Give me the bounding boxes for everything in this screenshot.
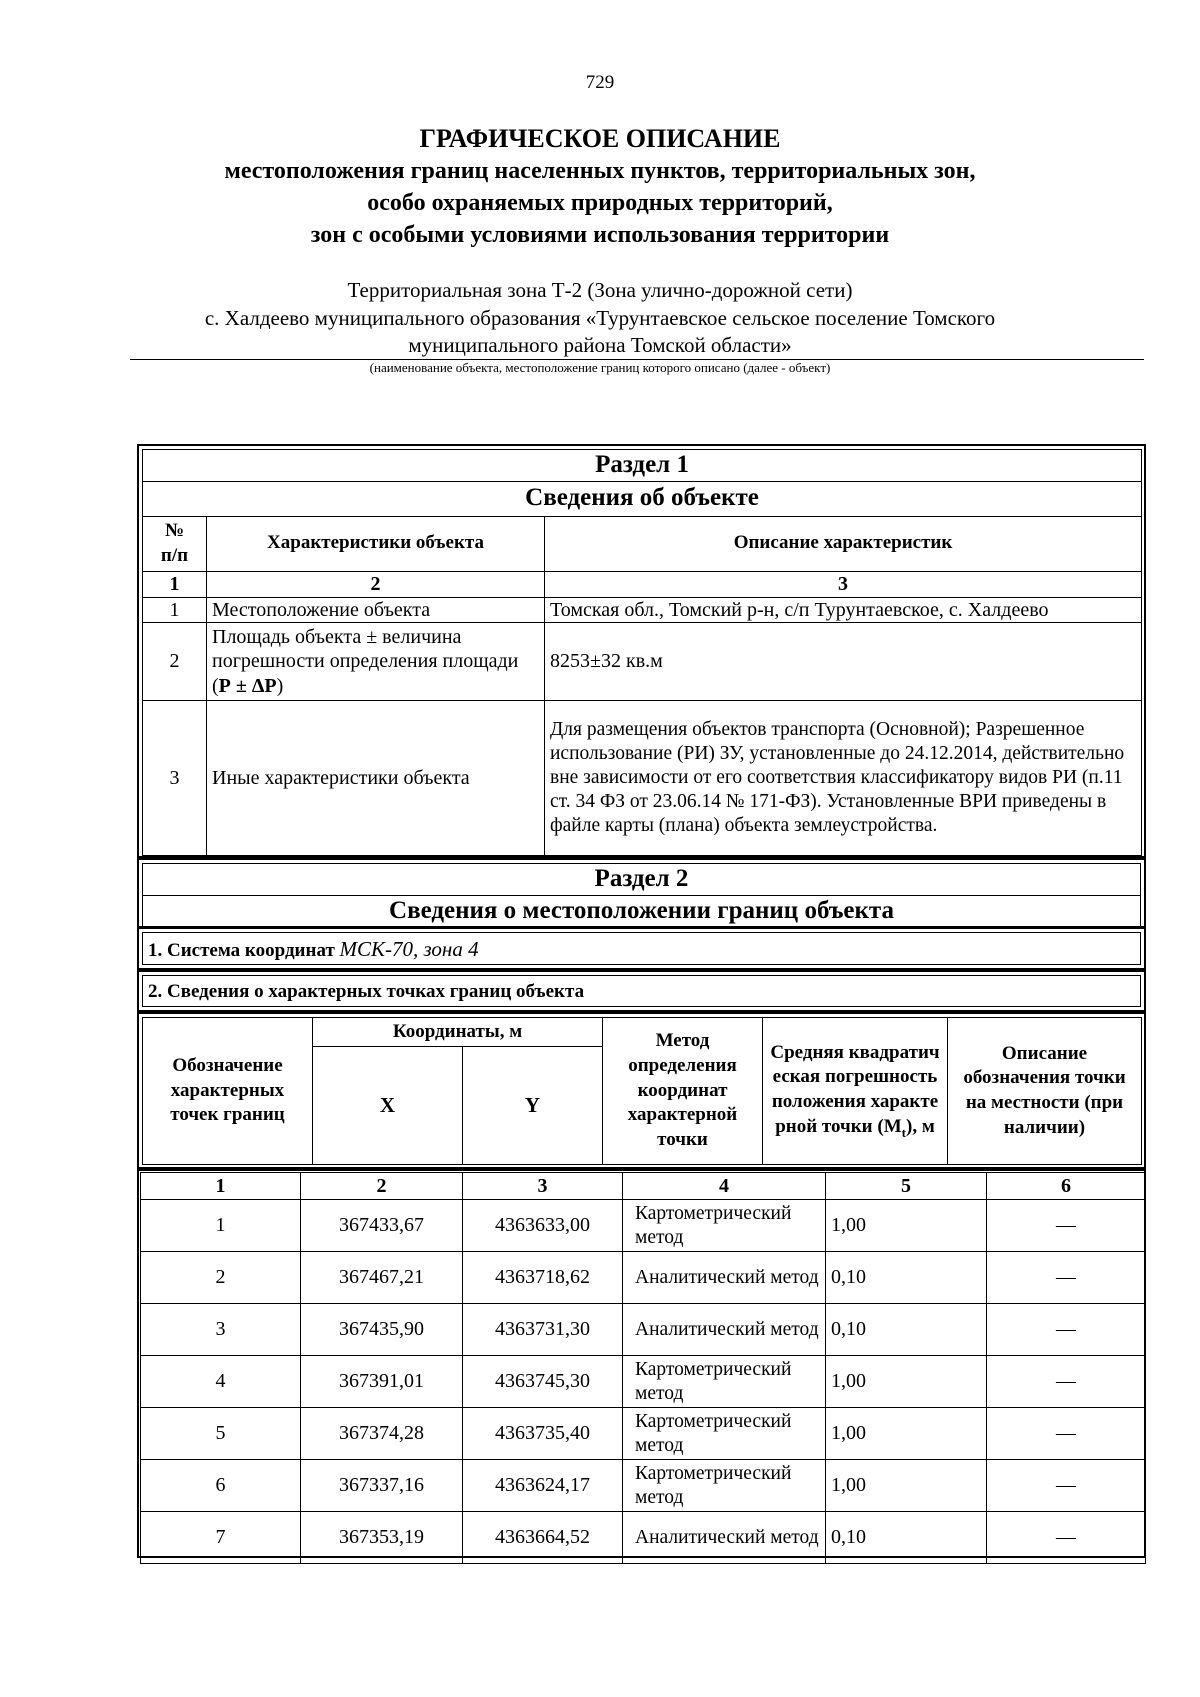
header-y: Y xyxy=(463,1047,603,1165)
header-error xyxy=(763,1018,948,1165)
point-error: 0,10 xyxy=(826,1512,987,1564)
point-error: 0,10 xyxy=(826,1252,987,1304)
point-row xyxy=(141,1512,1146,1564)
point-error: 1,00 xyxy=(826,1356,987,1408)
s1-row-description: 8253±32 кв.м xyxy=(545,622,1142,700)
point-description: — xyxy=(987,1356,1146,1408)
s1-row-num: 1 xyxy=(143,597,207,622)
point-x: 367374,28 xyxy=(301,1408,463,1460)
points-label: 2. Сведения о характерных точках границ объекта xyxy=(142,975,1141,1007)
point-x: 367433,67 xyxy=(301,1200,463,1252)
points-header-frame xyxy=(137,1012,1146,1169)
point-y: 4363624,17 xyxy=(463,1460,623,1512)
point-y: 4363735,40 xyxy=(463,1408,623,1460)
header-error-main: Средняя квадратическая погрешность положения характерной точки (М xyxy=(770,1041,940,1137)
s1-row-description: Томская обл., Томский р-н, с/п Турунтаевское, с. Халдеево xyxy=(545,597,1142,622)
point-method: Аналитический метод xyxy=(623,1304,826,1356)
point-error: 1,00 xyxy=(826,1460,987,1512)
section-1-frame xyxy=(137,444,1146,858)
points-header-table xyxy=(142,1017,1142,1165)
header-error-sub: t xyxy=(901,1124,906,1140)
subtitle-line-2: особо охраняемых природных территорий, xyxy=(367,190,833,216)
section-2-title: Раздел 2 xyxy=(143,864,1141,896)
point-row xyxy=(141,1200,1146,1252)
points-colnum-3: 3 xyxy=(463,1173,623,1200)
point-description: — xyxy=(987,1408,1146,1460)
point-description: — xyxy=(987,1304,1146,1356)
point-row xyxy=(141,1252,1146,1304)
object-note: (наименование объекта, местоположение границ которого описано (далее - объект) xyxy=(369,360,831,375)
s1-row-2 xyxy=(143,622,1142,700)
object-line-1: Территориальная зона Т-2 (Зона улично-дорожной сети) xyxy=(347,278,853,302)
points-data-frame xyxy=(137,1169,1146,1558)
s1-header-characteristic: Характеристики объекта xyxy=(207,516,545,571)
s1-row-characteristic: Иные характеристики объекта xyxy=(207,700,545,855)
s1-row-3 xyxy=(143,700,1142,855)
coord-system-label: 1. Система координат xyxy=(148,940,335,961)
point-y: 4363718,62 xyxy=(463,1252,623,1304)
s1-area-end: ) xyxy=(276,674,284,697)
s1-colnum-3: 3 xyxy=(545,571,1142,597)
point-id: 2 xyxy=(141,1252,301,1304)
points-label-frame xyxy=(137,970,1146,1012)
s1-header-num: № п/п xyxy=(143,516,207,571)
points-colnum-1: 1 xyxy=(141,1173,301,1200)
point-method: Картометрический метод xyxy=(623,1356,826,1408)
header-method: Метод определения координат характерной точки xyxy=(603,1018,763,1165)
point-error: 1,00 xyxy=(826,1200,987,1252)
s1-row-characteristic xyxy=(207,622,545,700)
points-colnum-2: 2 xyxy=(301,1173,463,1200)
header-description: Описание обозначения точки на местности (при наличии) xyxy=(948,1018,1142,1165)
s1-row-1 xyxy=(143,597,1142,622)
s1-colnum-1: 1 xyxy=(143,571,207,597)
point-method: Картометрический метод xyxy=(623,1460,826,1512)
coord-system-frame xyxy=(137,927,1146,970)
point-method: Аналитический метод xyxy=(623,1512,826,1564)
point-row xyxy=(141,1408,1146,1460)
object-line-2: с. Халдеево муниципального образования «Турунтаевское сельское поселение Томского xyxy=(204,306,996,330)
header-x: X xyxy=(313,1047,463,1165)
point-description: — xyxy=(987,1512,1146,1564)
point-description: — xyxy=(987,1252,1146,1304)
point-row xyxy=(141,1356,1146,1408)
s1-row-num: 2 xyxy=(143,622,207,700)
point-method: Аналитический метод xyxy=(623,1252,826,1304)
s1-row-num: 3 xyxy=(143,700,207,855)
point-description: — xyxy=(987,1200,1146,1252)
section-1-table xyxy=(142,449,1142,856)
page-number: 729 xyxy=(585,72,615,93)
point-id: 1 xyxy=(141,1200,301,1252)
document-title: ГРАФИЧЕСКОЕ ОПИСАНИЕ xyxy=(419,124,781,153)
points-colnum-6: 6 xyxy=(987,1173,1146,1200)
section-2-subtitle: Сведения о местоположении границ объекта xyxy=(143,895,1141,927)
points-colnum-5: 5 xyxy=(826,1173,987,1200)
s1-row-characteristic: Местоположение объекта xyxy=(207,597,545,622)
coord-system-value: МСК-70, зона 4 xyxy=(339,937,479,961)
coord-system-row xyxy=(142,932,1141,965)
point-x: 367337,16 xyxy=(301,1460,463,1512)
point-row xyxy=(141,1304,1146,1356)
point-id: 4 xyxy=(141,1356,301,1408)
points-data-table xyxy=(140,1172,1146,1564)
point-x: 367391,01 xyxy=(301,1356,463,1408)
point-method: Картометрический метод xyxy=(623,1200,826,1252)
points-colnum-4: 4 xyxy=(623,1173,826,1200)
point-y: 4363731,30 xyxy=(463,1304,623,1356)
point-id: 5 xyxy=(141,1408,301,1460)
point-id: 3 xyxy=(141,1304,301,1356)
s1-row-description: Для размещения объектов транспорта (Основной); Разрешенное использование (РИ) ЗУ, установленные до 24.12.2014, действительно вне зависимости от его соответствия классификатору видов РИ (п.11 ст. 34 ФЗ от 23.06.14 № 171-ФЗ). Установленные ВРИ приведены в файле карты (плана) объекта землеустройства. xyxy=(545,700,1142,855)
point-y: 4363664,52 xyxy=(463,1512,623,1564)
s1-area-text: Площадь объекта ± величина погрешности определения площади ( xyxy=(212,625,519,697)
point-x: 367435,90 xyxy=(301,1304,463,1356)
header-coords: Координаты, м xyxy=(313,1018,603,1047)
section-2-title-table xyxy=(142,863,1141,927)
header-designation: Обозначение характерных точек границ xyxy=(143,1018,313,1165)
point-x: 367353,19 xyxy=(301,1512,463,1564)
s1-area-formula: Р ± ΔР xyxy=(218,674,277,697)
point-error: 1,00 xyxy=(826,1408,987,1460)
point-description: — xyxy=(987,1460,1146,1512)
header-error-end: ), м xyxy=(906,1115,935,1137)
point-y: 4363633,00 xyxy=(463,1200,623,1252)
point-id: 7 xyxy=(141,1512,301,1564)
point-error: 0,10 xyxy=(826,1304,987,1356)
s1-colnum-2: 2 xyxy=(207,571,545,597)
section-1-title: Раздел 1 xyxy=(143,450,1142,482)
section-2-frame xyxy=(137,858,1146,928)
object-line-3: муниципального района Томской области» xyxy=(408,333,792,357)
point-method: Картометрический метод xyxy=(623,1408,826,1460)
point-y: 4363745,30 xyxy=(463,1356,623,1408)
point-row xyxy=(141,1460,1146,1512)
section-1-subtitle: Сведения об объекте xyxy=(143,481,1142,516)
subtitle-line-3: зон с особыми условиями использования территории xyxy=(310,222,890,248)
s1-header-description: Описание характеристик xyxy=(545,516,1142,571)
point-x: 367467,21 xyxy=(301,1252,463,1304)
points-body xyxy=(141,1200,1146,1564)
point-id: 6 xyxy=(141,1460,301,1512)
subtitle-line-1: местоположения границ населенных пунктов, территориальных зон, xyxy=(224,158,976,184)
